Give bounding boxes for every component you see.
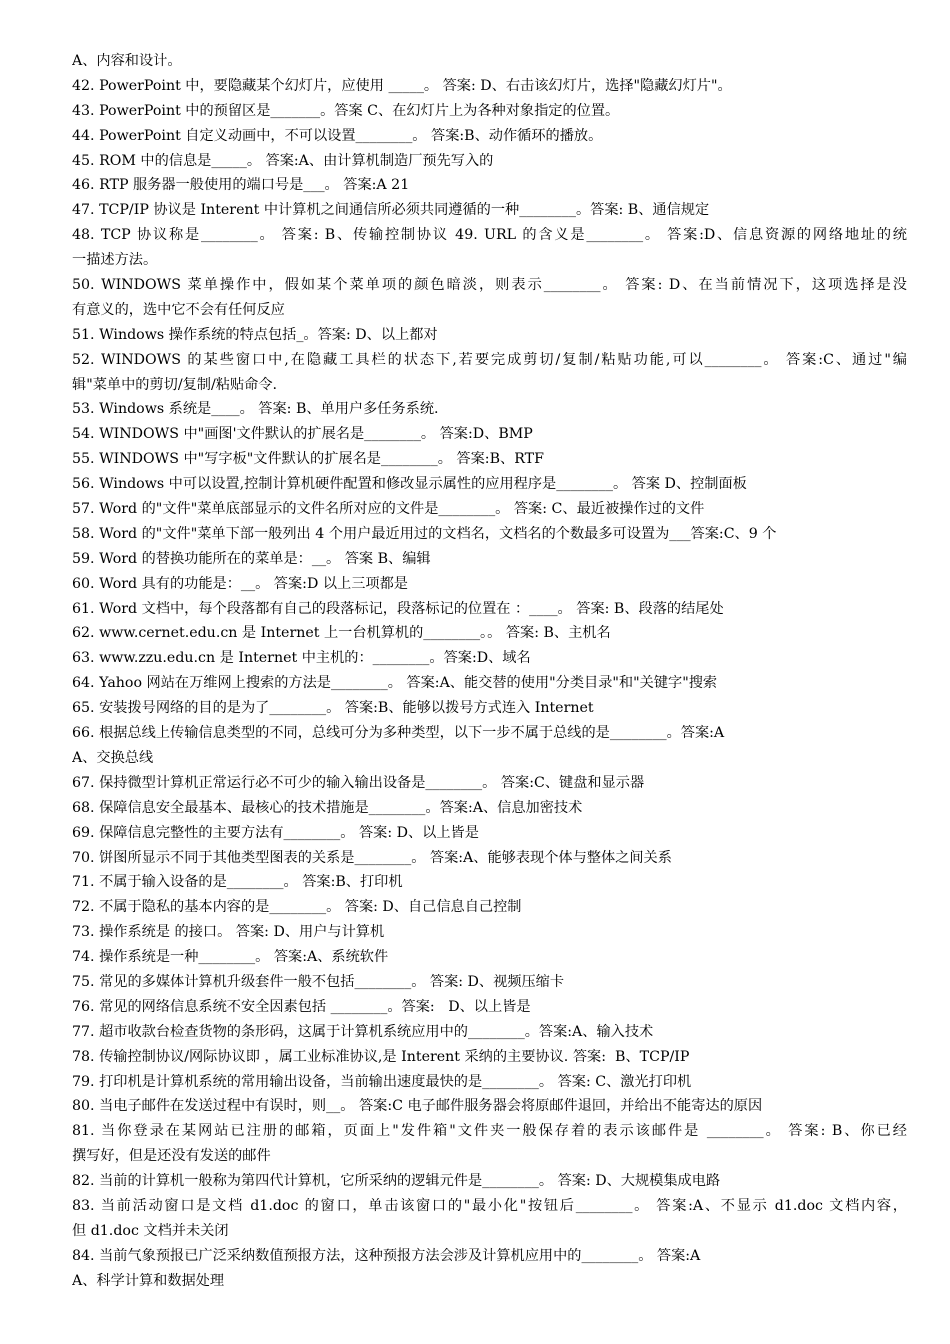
text-line: 77. 超市收款台检查货物的条形码，这属于计算机系统应用中的________。答案:A、输入技术 xyxy=(72,1023,654,1040)
text-line: 67. 保持微型计算机正常运行必不可少的输入输出设备是________。 答案:C、键盘和显示器 xyxy=(72,774,645,791)
text-line: 43. PowerPoint 中的预留区是_______。答案 C、在幻灯片上为各种对象指定的位置。 xyxy=(72,102,620,119)
text-line: 59. Word 的替换功能所在的菜单是：__。 答案 B、编辑 xyxy=(72,550,431,567)
text-line: 81. 当你登录在某网站已注册的邮箱，页面上"发件箱"文件夹一般保存着的表示该邮件是 ________。 答案: B、你已经 xyxy=(72,1123,907,1140)
text-line: 72. 不属于隐私的基本内容的是________。 答案: D、自己信息自己控制 xyxy=(72,899,522,916)
text-line: 70. 饼图所显示不同于其他类型图表的关系是________。 答案:A、能够表现个体与整体之间关系 xyxy=(72,849,672,866)
text-line: 57. Word 的"文件"菜单底部显示的文件名所对应的文件是________。 答案: C、最近被操作过的文件 xyxy=(72,501,705,518)
text-line: 74. 操作系统是一种________。 答案:A、系统软件 xyxy=(72,949,389,966)
text-line: 65. 安装拨号网络的目的是为了________。 答案:B、能够以拨号方式连入 Internet xyxy=(72,700,594,717)
text-line: 60. Word 具有的功能是：__。 答案:D 以上三项都是 xyxy=(72,575,408,592)
text-line: 75. 常见的多媒体计算机升级套件一般不包括________。 答案: D、视频压缩卡 xyxy=(72,973,565,990)
text-line: 58. Word 的"文件"菜单下部一般列出 4 个用户最近用过的文档名，文档名的个数最多可设置为___答案:C、9 个 xyxy=(72,525,777,542)
text-line: 56. Windows 中可以设置,控制计算机硬件配置和修改显示属性的应用程序是________。 答案 D、控制面板 xyxy=(72,476,747,493)
text-line: 但 d1.doc 文档并未关闭 xyxy=(72,1222,229,1239)
text-line: 62. www.cernet.edu.cn 是 Internet 上一台机算机的________。。 答案: B、主机名 xyxy=(72,625,611,642)
text-line: 64. Yahoo 网站在万维网上搜索的方法是________。 答案:A、能交替的使用"分类目录"和"关键字"搜索 xyxy=(72,675,718,692)
text-line: 46. RTP 服务器一般使用的端口号是___。 答案:A 21 xyxy=(72,177,410,194)
text-line: 78. 传输控制协议/网际协议即 ，属工业标准协议,是 Interent 采纳的主要协议. 答案: B、TCP/IP xyxy=(72,1048,690,1065)
text-line: 83. 当前活动窗口是文档 d1.doc 的窗口，单击该窗口的"最小化"按钮后________。 答案:A、不显示 d1.doc 文档内容， xyxy=(72,1197,907,1214)
text-line: 69. 保障信息完整性的主要方法有________。 答案: D、以上皆是 xyxy=(72,824,479,841)
text-line: 42. PowerPoint 中，要隐藏某个幻灯片，应使用 _____。 答案: D、右击该幻灯片，选择"隐藏幻灯片"。 xyxy=(72,77,732,94)
text-line: 80. 当电子邮件在发送过程中有误时，则__。 答案:C 电子邮件服务器会将原邮件退回，并给出不能寄达的原因 xyxy=(72,1098,763,1115)
text-line: A、内容和设计。 xyxy=(72,53,182,69)
text-line: 54. WINDOWS 中"画图'文件默认的扩展名是________。 答案:D、BMP xyxy=(72,426,533,443)
text-line: 47. TCP/IP 协议是 Interent 中计算机之间通信所必须共同遵循的一种________。答案: B、通信规定 xyxy=(72,202,710,219)
text-line: 84. 当前气象预报已广泛采纳数值预报方法，这种预报方法会涉及计算机应用中的________。 答案:A xyxy=(72,1247,701,1264)
text-line: 76. 常见的网络信息系统不安全因素包括 ________。答案: D、以上皆是 xyxy=(72,998,531,1015)
text-line: 71. 不属于输入设备的是________。 答案:B、打印机 xyxy=(72,874,403,891)
text-line: 61. Word 文档中，每个段落都有自己的段落标记，段落标记的位置在 ：____。 答案: B、段落的结尾处 xyxy=(72,600,724,617)
text-line: 52. WINDOWS 的某些窗口中,在隐藏工具栏的状态下,若要完成剪切/复制/粘贴功能,可以________。 答案:C、通过"编 xyxy=(72,351,907,368)
text-line: 一描述方法。 xyxy=(72,252,158,269)
text-line: 63. www.zzu.edu.cn 是 Internet 中主机的：________。答案:D、域名 xyxy=(72,650,531,667)
text-line: 45. ROM 中的信息是_____。 答案:A、由计算机制造厂预先写入的 xyxy=(72,152,494,169)
text-line: A、科学计算和数据处理 xyxy=(72,1272,225,1289)
text-line: 53. Windows 系统是____。 答案: B、单用户多任务系统. xyxy=(72,401,439,418)
text-line: 有意义的，选中它不会有任何反应 xyxy=(72,301,285,318)
text-line: 51. Windows 操作系统的特点包括_。答案: D、以上都对 xyxy=(72,326,438,343)
text-line: 50. WINDOWS 菜单操作中，假如某个菜单项的颜色暗淡，则表示________。 答案: D、在当前情况下，这项选择是没 xyxy=(72,277,907,294)
text-line: 48. TCP 协议称是________。 答案: B、传输控制协议 49. URL 的含义是________。 答案:D、信息资源的网络地址的统 xyxy=(72,227,907,244)
text-line: 55. WINDOWS 中"写字板"文件默认的扩展名是________。 答案:B、RTF xyxy=(72,451,544,468)
text-line: 79. 打印机是计算机系统的常用输出设备，当前输出速度最快的是________。 答案: C、激光打印机 xyxy=(72,1073,692,1090)
text-line: 辑"菜单中的剪切/复制/粘贴命令. xyxy=(72,376,278,393)
text-line: 66. 根据总线上传输信息类型的不同，总线可分为多种类型，以下一步不属于总线的是________。答案:A xyxy=(72,725,725,742)
text-line: 68. 保障信息安全最基本、最核心的技术措施是________。答案:A、信息加密技术 xyxy=(72,799,583,816)
text-line: 撰写好，但是还没有发送的邮件 xyxy=(72,1148,271,1165)
text-line: 82. 当前的计算机一般称为第四代计算机，它所采纳的逻辑元件是________。 答案: D、大规模集成电路 xyxy=(72,1173,721,1190)
document-page xyxy=(72,49,907,1294)
text-line: 73. 操作系统是 的接口。 答案: D、用户与计算机 xyxy=(72,924,385,941)
text-line: A、交换总线 xyxy=(72,749,154,766)
text-line: 44. PowerPoint 自定义动画中，不可以设置________。 答案:B、动作循环的播放。 xyxy=(72,127,603,144)
